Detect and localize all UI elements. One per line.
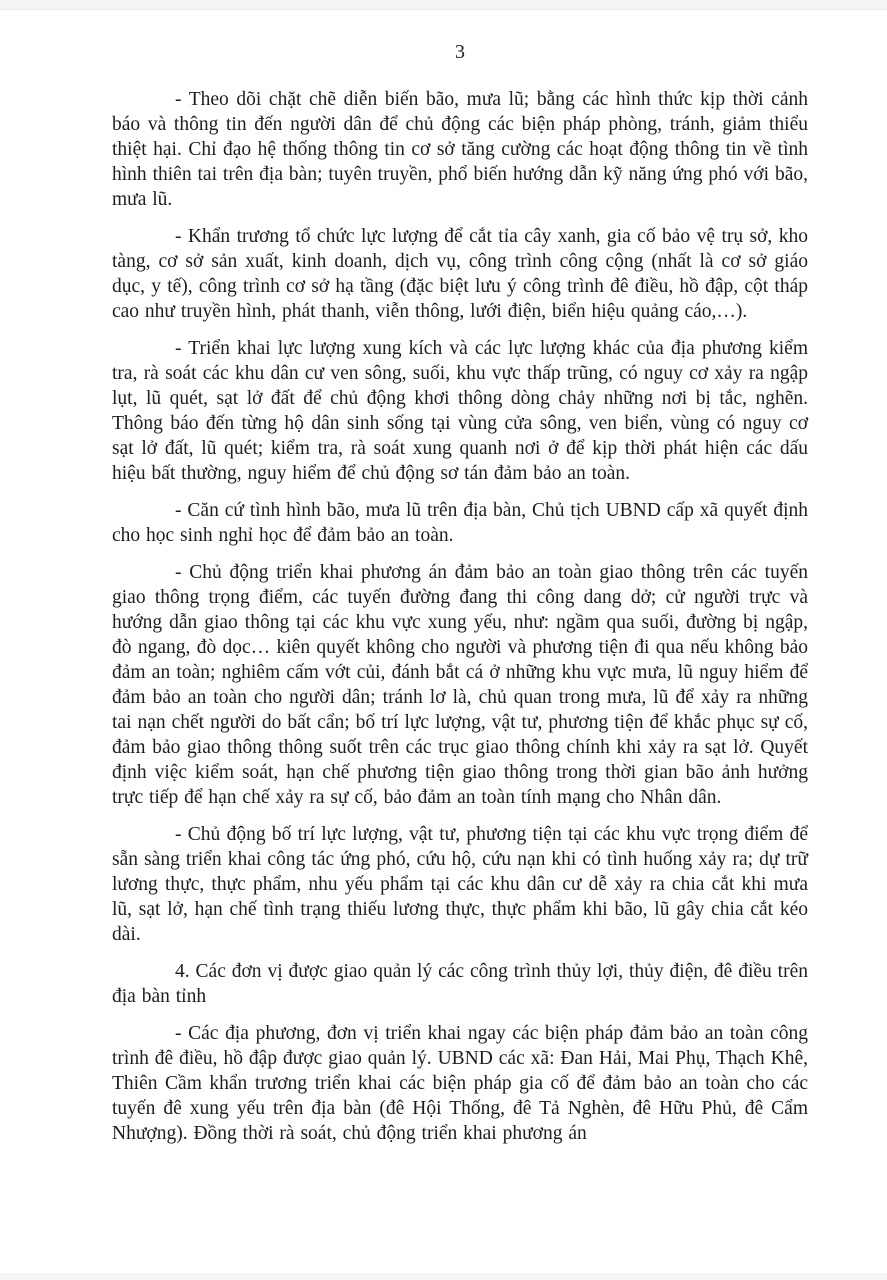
paragraph-dike-safety: - Các địa phương, đơn vị triển khai ngay các biện pháp đảm bảo an toàn công trình đê điều, hồ đập được giao quản lý. UBND các xã: Đan Hải, Mai Phụ, Thạch Khê, Thiên Cầm khẩn trương triển khai các biện pháp gia cố để đảm bảo an toàn cho các tuyến đê xung yếu trên địa bàn (đê Hội Thống, đê Tả Nghèn, đê Hữu Phủ, đê Cẩm Nhượng). Đồng thời rà soát, chủ động triển khai phương án: [112, 1023, 808, 1144]
paragraph-supplies-reserve: - Chủ động bố trí lực lượng, vật tư, phương tiện tại các khu vực trọng điểm để sẵn sàng triển khai công tác ứng phó, cứu hộ, cứu nạn khi có tình huống xảy ra; dự trữ lương thực, thực phẩm, nhu yếu phẩm tại các khu dân cư dễ xảy ra chia cắt khi mưa lũ, sạt lở, hạn chế tình trạng thiếu lương thực, thực phẩm khi bão, lũ gây chia cắt kéo dài.: [112, 824, 808, 945]
paragraph-tree-trimming: - Khẩn trương tổ chức lực lượng để cắt tỉa cây xanh, gia cố bảo vệ trụ sở, kho tàng, cơ sở sản xuất, kinh doanh, dịch vụ, công trình công cộng (nhất là cơ sở giáo dục, y tế), công trình cơ sở hạ tầng (đặc biệt lưu ý công trình đê điều, hồ đập, cột tháp cao như truyền hình, phát thanh, viễn thông, lưới điện, biển hiệu quảng cáo,…).: [112, 226, 808, 322]
paragraph-traffic-safety: - Chủ động triển khai phương án đảm bảo an toàn giao thông trên các tuyến giao thông trọng điểm, các tuyến đường đang thi công dang dở; cử người trực và hướng dẫn giao thông tại các khu vực xung yếu, như: ngầm qua suối, đường bị ngập, đò ngang, đò dọc… kiên quyết không cho người và phương tiện đi qua nếu không bảo đảm an toàn; nghiêm cấm vớt củi, đánh bắt cá ở những khu vực mưa, lũ nguy hiểm để đảm bảo an toàn cho người dân; tránh lơ là, chủ quan trong mưa, lũ để xảy ra những tai nạn chết người do bất cẩn; bố trí lực lượng, vật tư, phương tiện để khắc phục sự cố, đảm bảo giao thông thông suốt trên các trục giao thông chính khi xảy ra sạt lở. Quyết định việc kiểm soát, hạn chế phương tiện giao thông trong thời gian bão ảnh hưởng trực tiếp để hạn chế xảy ra sự cố, bảo đảm an toàn tính mạng cho Nhân dân.: [112, 562, 808, 808]
paragraph-shock-forces: - Triển khai lực lượng xung kích và các lực lượng khác của địa phương kiểm tra, rà soát các khu dân cư ven sông, suối, khu vực thấp trũng, có nguy cơ xảy ra ngập lụt, lũ quét, sạt lở đất để chủ động khơi thông dòng chảy những nơi bị tắc, nghẽn. Thông báo đến từng hộ dân sinh sống tại vùng cửa sông, ven biển, vùng có nguy cơ sạt lở đất, lũ quét; kiểm tra, rà soát xung quanh nơi ở để kịp thời phát hiện các dấu hiệu bất thường, nguy hiểm để chủ động sơ tán đảm bảo an toàn.: [112, 338, 808, 484]
screen-edge-strip-top: [0, 0, 887, 10]
paragraph-school-closure: - Căn cứ tình hình bão, mưa lũ trên địa bàn, Chủ tịch UBND cấp xã quyết định cho học sinh nghỉ học để đảm bảo an toàn.: [112, 500, 808, 546]
page-number: 3: [455, 41, 465, 63]
screen-edge-strip-bottom: [0, 1274, 887, 1280]
paragraph-monitor-storm: - Theo dõi chặt chẽ diễn biến bão, mưa lũ; bằng các hình thức kịp thời cảnh báo và thông tin đến người dân để chủ động các biện pháp phòng, tránh, giảm thiểu thiệt hại. Chỉ đạo hệ thống thông tin cơ sở tăng cường các hoạt động thông tin về tình hình thiên tai trên địa bàn; tuyên truyền, phổ biến hướng dẫn kỹ năng ứng phó với bão, mưa lũ.: [112, 89, 808, 210]
section-heading-4: 4. Các đơn vị được giao quản lý các công trình thủy lợi, thủy điện, đê điều trên địa bàn tỉnh: [112, 961, 808, 1007]
document-body: [112, 40, 808, 1146]
